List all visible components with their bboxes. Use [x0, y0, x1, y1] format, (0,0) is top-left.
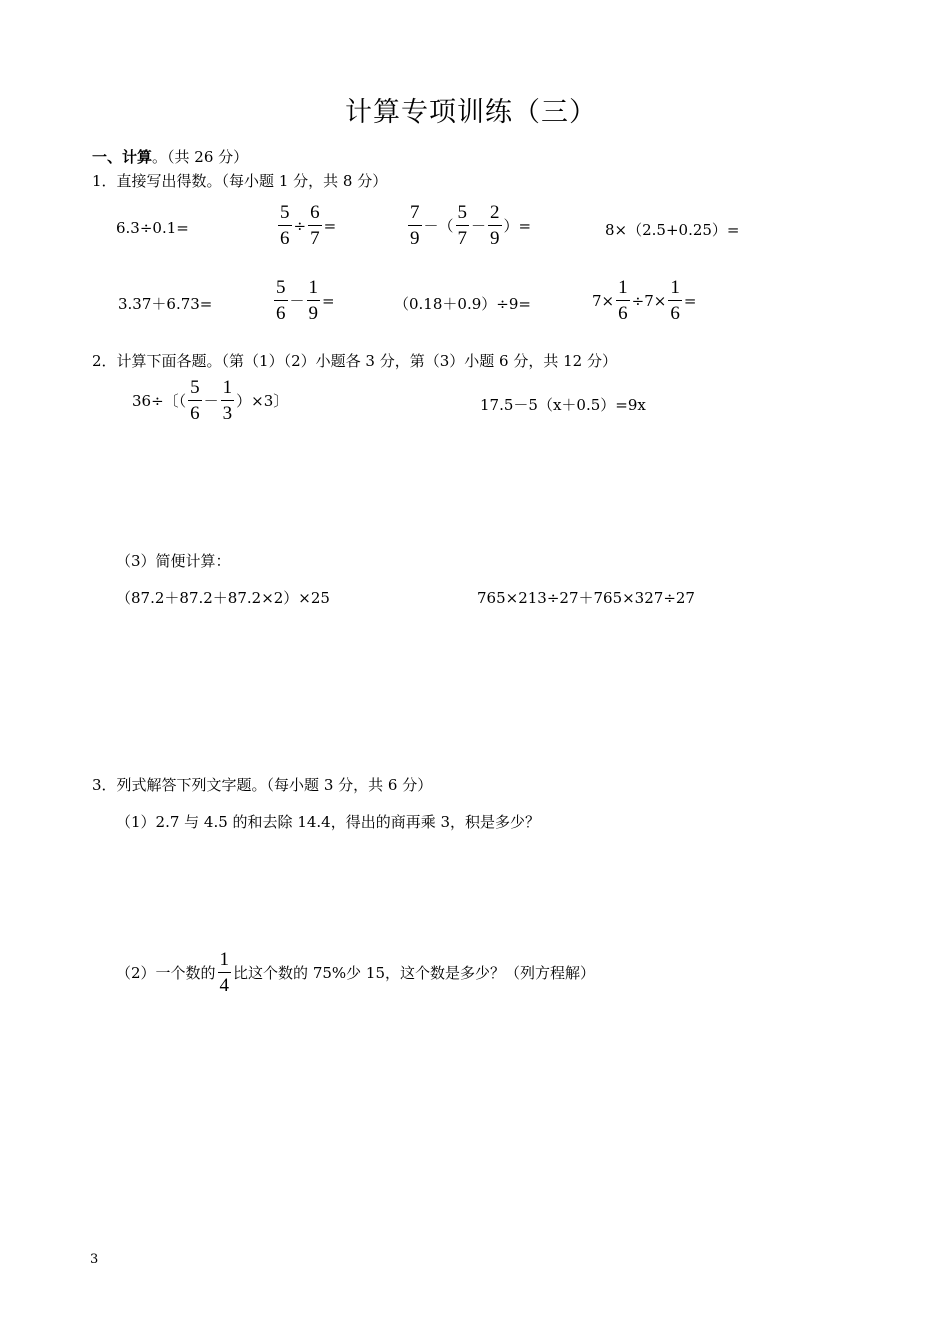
- numerator: 5: [456, 203, 470, 226]
- operator: －: [471, 217, 487, 235]
- problem-1g: （0.18＋0.9）÷9=: [394, 295, 531, 313]
- operator: ）×3〕: [236, 392, 289, 410]
- operator: 7×: [592, 291, 615, 310]
- equals-sign: =: [322, 291, 335, 310]
- operator: 36÷〔（: [132, 392, 187, 410]
- problem-2-3-label: （3）简便计算：: [116, 552, 231, 570]
- operator: ÷7×: [631, 291, 667, 310]
- numerator: 1: [221, 378, 235, 401]
- problem-1f: [272, 278, 335, 323]
- problem-2-2: 17.5－5（x＋0.5）=9x: [480, 396, 646, 414]
- numerator: 5: [278, 203, 292, 226]
- problem-3-2: [116, 950, 595, 995]
- numerator: 2: [488, 203, 502, 226]
- denominator: 7: [310, 228, 320, 249]
- denominator: 6: [190, 403, 200, 424]
- question-1-label: 1．直接写出得数。（每小题 1 分，共 8 分）: [92, 172, 388, 190]
- numerator: 1: [668, 278, 682, 301]
- numerator: 6: [308, 203, 322, 226]
- fraction: [307, 278, 321, 323]
- equals-sign: =: [323, 216, 337, 235]
- denominator: 9: [410, 228, 420, 249]
- denominator: 6: [670, 303, 680, 324]
- section-heading-bold: 一、计算: [92, 148, 153, 166]
- numerator: 1: [218, 950, 232, 973]
- section-heading: [92, 146, 248, 167]
- operator: ÷: [293, 216, 307, 235]
- fraction: [218, 950, 232, 995]
- denominator: 6: [618, 303, 628, 324]
- fraction: [278, 203, 292, 248]
- problem-1d: 8×（2.5+0.25）=: [605, 221, 740, 239]
- problem-text: 比这个数的 75%少 15，这个数是多少？（列方程解）: [233, 964, 596, 982]
- operator: ）=: [503, 217, 532, 235]
- problem-1e: 3.37＋6.73=: [118, 295, 213, 313]
- numerator: 7: [408, 203, 422, 226]
- fraction: [456, 203, 470, 248]
- numerator: 5: [188, 378, 202, 401]
- problem-1b: [276, 203, 336, 248]
- section-heading-points: 。（共 26 分）: [152, 148, 249, 166]
- fraction: [274, 278, 288, 323]
- fraction: [668, 278, 682, 323]
- denominator: 6: [276, 303, 286, 324]
- question-2-label: 2．计算下面各题。（第（1）（2）小题各 3 分，第（3）小题 6 分，共 12 分）: [92, 352, 617, 370]
- numerator: 1: [307, 278, 321, 301]
- equals-sign: =: [683, 291, 697, 310]
- denominator: 4: [219, 975, 230, 996]
- problem-1c: [406, 203, 531, 248]
- denominator: 3: [222, 403, 233, 424]
- operator: －（: [423, 217, 454, 235]
- denominator: 6: [280, 228, 290, 249]
- numerator: 1: [616, 278, 630, 301]
- problem-2-3a: （87.2＋87.2＋87.2×2）×25: [116, 589, 330, 607]
- fraction: [308, 203, 322, 248]
- problem-2-3b: 765×213÷27＋765×327÷27: [477, 589, 695, 607]
- page-number: 3: [90, 1252, 99, 1267]
- problem-2-1: [132, 378, 288, 423]
- denominator: 9: [490, 228, 500, 249]
- denominator: 9: [308, 303, 319, 324]
- problem-1h: [592, 278, 696, 323]
- fraction: [221, 378, 235, 423]
- fraction: [408, 203, 422, 248]
- denominator: 7: [457, 228, 468, 249]
- problem-1a: 6.3÷0.1=: [116, 219, 189, 237]
- page-title: 计算专项训练（三）: [345, 97, 597, 128]
- operator: －: [203, 392, 219, 410]
- problem-text: （2）一个数的: [116, 964, 216, 982]
- question-3-label: 3．列式解答下列文字题。（每小题 3 分，共 6 分）: [92, 776, 433, 794]
- numerator: 5: [274, 278, 288, 301]
- fraction: [488, 203, 502, 248]
- problem-3-1: （1）2.7 与 4.5 的和去除 14.4，得出的商再乘 3，积是多少？: [116, 813, 541, 831]
- fraction: [616, 278, 630, 323]
- fraction: [188, 378, 202, 423]
- operator: －: [289, 292, 305, 310]
